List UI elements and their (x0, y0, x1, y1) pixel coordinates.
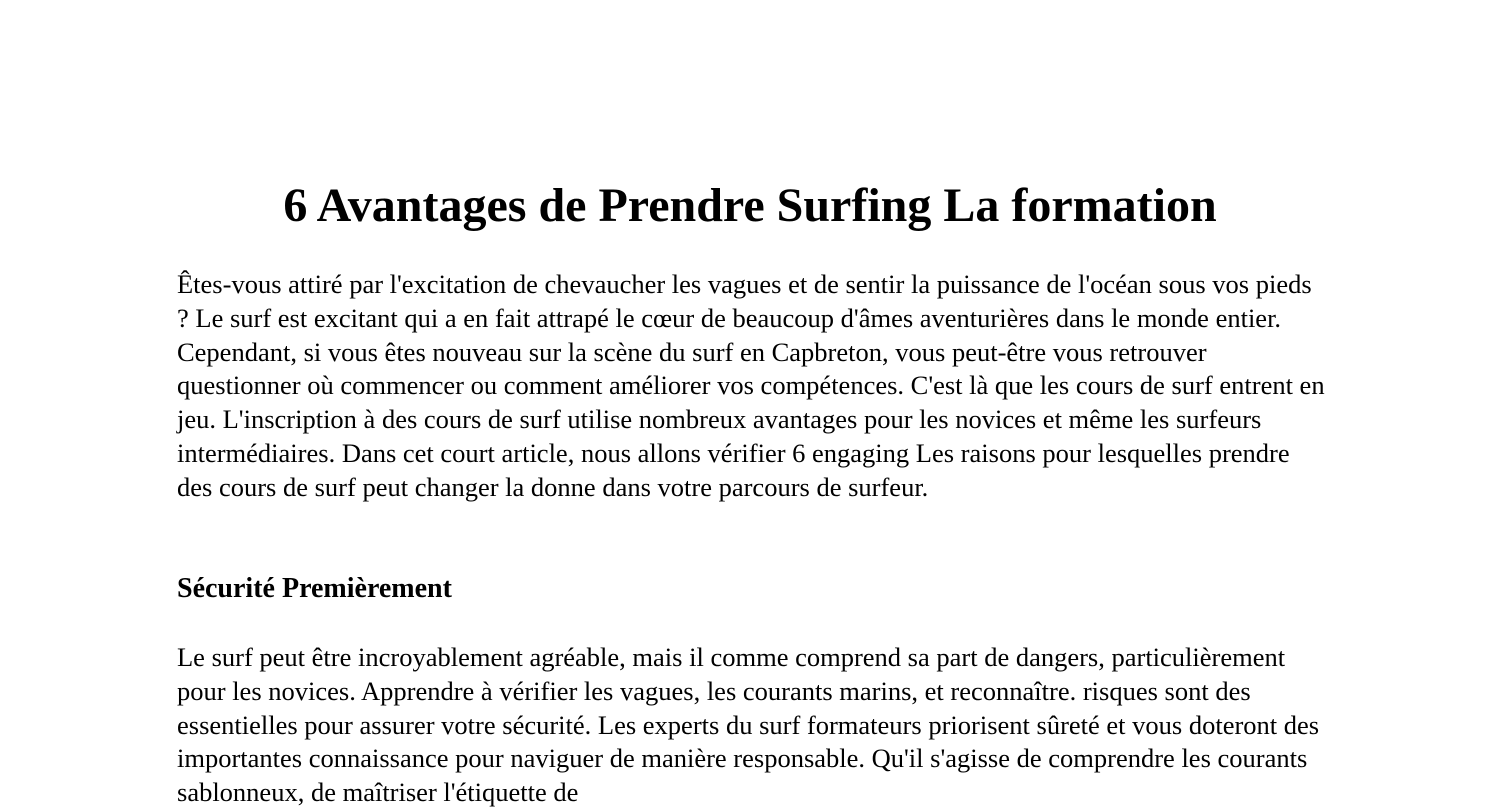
section-paragraph-safety: Le surf peut être incroyablement agréable, mais il comme comprend sa part de dangers, particulièrement pour les novices. Apprendre à vérifier les vagues, les courants marins, et reconnaître. risques sont des essentielles pour assurer votre sécurité. Les experts du surf formateurs priorisent sûreté et vous doteront des importantes connaissance pour naviguer de manière responsable. Qu'il s'agisse de comprendre les courants sablonneux, de maîtriser l'étiquette de (177, 642, 1320, 808)
intro-paragraph: Êtes-vous attiré par l'excitation de chevaucher les vagues et de sentir la puissance de l'océan sous vos pieds ? Le surf est excitant qui a en fait attrapé le cœur de beaucoup d'âmes aventurières dans le monde entier. Cependant, si vous êtes nouveau sur la scène du surf en Capbreton, vous peut-être vous retrouver questionner où commencer ou comment améliorer vos compétences. C'est là que les cours de surf entrent en jeu. L'inscription à des cours de surf utilise nombreux avantages pour les novices et même les surfeurs intermédiaires. Dans cet court article, nous allons vérifier 6 engaging Les raisons pour lesquelles prendre des cours de surf peut changer la donne dans votre parcours de surfeur. (177, 269, 1325, 502)
document-title: 6 Avantages de Prendre Surfing La formation (283, 179, 1217, 232)
section-heading-safety: Sécurité Premièrement (177, 573, 452, 604)
